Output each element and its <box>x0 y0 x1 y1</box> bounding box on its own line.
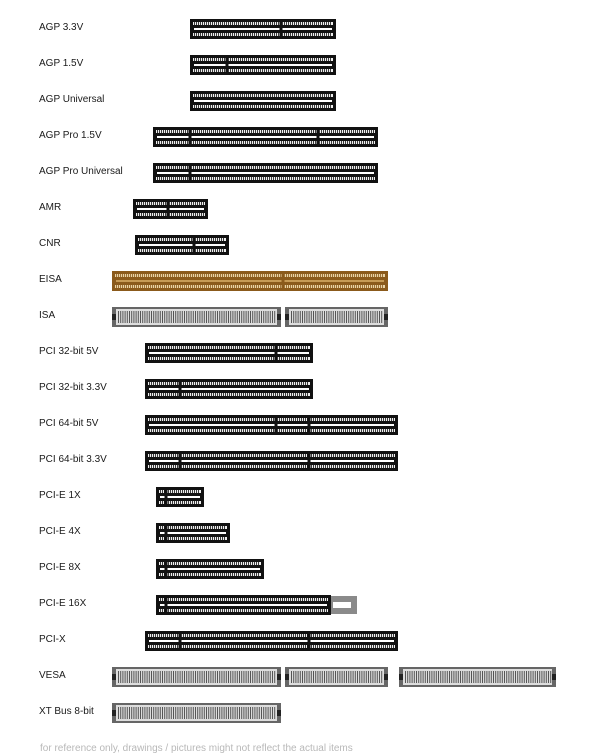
slot-label: ISA <box>39 310 56 321</box>
slot-graphic-pci-e-1x <box>156 487 204 507</box>
slot-label: XT Bus 8-bit <box>39 706 94 717</box>
slot-label: AGP Universal <box>39 94 105 105</box>
slot-graphic-xt-bus-8-bit <box>112 703 281 723</box>
slot-graphic-agp-pro-1-5v <box>153 127 378 147</box>
slot-graphic-pci-64-bit-5v <box>145 415 398 435</box>
slot-graphic-agp-universal <box>190 91 336 111</box>
slot-retention-clip <box>331 595 357 615</box>
slot-graphic-vesa-2 <box>285 667 388 687</box>
slot-row-xt-bus-8-bit <box>0 703 600 723</box>
slot-graphic-pci-64-bit-3-3v <box>145 451 398 471</box>
slot-row-isa <box>0 307 600 327</box>
slot-label: PCI-X <box>39 634 66 645</box>
slot-graphic-vesa-1 <box>112 667 281 687</box>
slot-graphic-pci-e-16x <box>156 595 331 615</box>
slot-label: AMR <box>39 202 62 213</box>
slot-row-vesa <box>0 667 600 687</box>
slot-graphic-amr <box>133 199 208 219</box>
slot-row-cnr <box>0 235 600 255</box>
slot-graphic-pci-32-bit-3-3v <box>145 379 313 399</box>
slot-row-pci-32-bit-3-3v <box>0 379 600 399</box>
slot-label: AGP Pro Universal <box>39 166 123 177</box>
footer-disclaimer: for reference only, drawings / pictures might not reflect the actual items <box>40 743 353 754</box>
slot-graphic-agp-3-3v <box>190 19 336 39</box>
slot-row-pci-e-1x <box>0 487 600 507</box>
slot-label: AGP 3.3V <box>39 22 84 33</box>
slot-row-agp-pro-universal <box>0 163 600 183</box>
slot-label: PCI 64-bit 5V <box>39 418 99 429</box>
slot-graphic-isa-1 <box>112 307 281 327</box>
slot-row-pci-x <box>0 631 600 651</box>
slot-label: PCI-E 8X <box>39 562 81 573</box>
slot-graphic-pci-e-4x <box>156 523 230 543</box>
slot-row-agp-3-3v <box>0 19 600 39</box>
slot-row-amr <box>0 199 600 219</box>
slot-graphic-pci-x <box>145 631 398 651</box>
slot-label: PCI-E 4X <box>39 526 81 537</box>
slot-row-agp-pro-1-5v <box>0 127 600 147</box>
slot-row-pci-64-bit-5v <box>0 415 600 435</box>
slot-label: PCI-E 16X <box>39 598 87 609</box>
slot-graphic-pci-32-bit-5v <box>145 343 313 363</box>
slot-label: AGP Pro 1.5V <box>39 130 102 141</box>
slot-graphic-pci-e-8x <box>156 559 264 579</box>
slot-label: CNR <box>39 238 61 249</box>
slot-row-pci-e-8x <box>0 559 600 579</box>
slot-row-agp-universal <box>0 91 600 111</box>
slot-label: AGP 1.5V <box>39 58 84 69</box>
slot-label: EISA <box>39 274 62 285</box>
slot-label: PCI 64-bit 3.3V <box>39 454 107 465</box>
slot-graphic-isa-2 <box>285 307 388 327</box>
slot-graphic-cnr <box>135 235 229 255</box>
slot-label: VESA <box>39 670 66 681</box>
slot-label: PCI-E 1X <box>39 490 81 501</box>
slot-row-pci-64-bit-3-3v <box>0 451 600 471</box>
slot-row-pci-e-4x <box>0 523 600 543</box>
slot-row-pci-32-bit-5v <box>0 343 600 363</box>
slot-graphic-vesa-3 <box>399 667 556 687</box>
slot-row-agp-1-5v <box>0 55 600 75</box>
slot-graphic-agp-1-5v <box>190 55 336 75</box>
slot-row-eisa <box>0 271 600 291</box>
slot-graphic-agp-pro-universal <box>153 163 378 183</box>
slot-row-pci-e-16x <box>0 595 600 615</box>
slot-label: PCI 32-bit 5V <box>39 346 99 357</box>
slot-graphic-eisa <box>112 271 388 291</box>
slot-label: PCI 32-bit 3.3V <box>39 382 107 393</box>
